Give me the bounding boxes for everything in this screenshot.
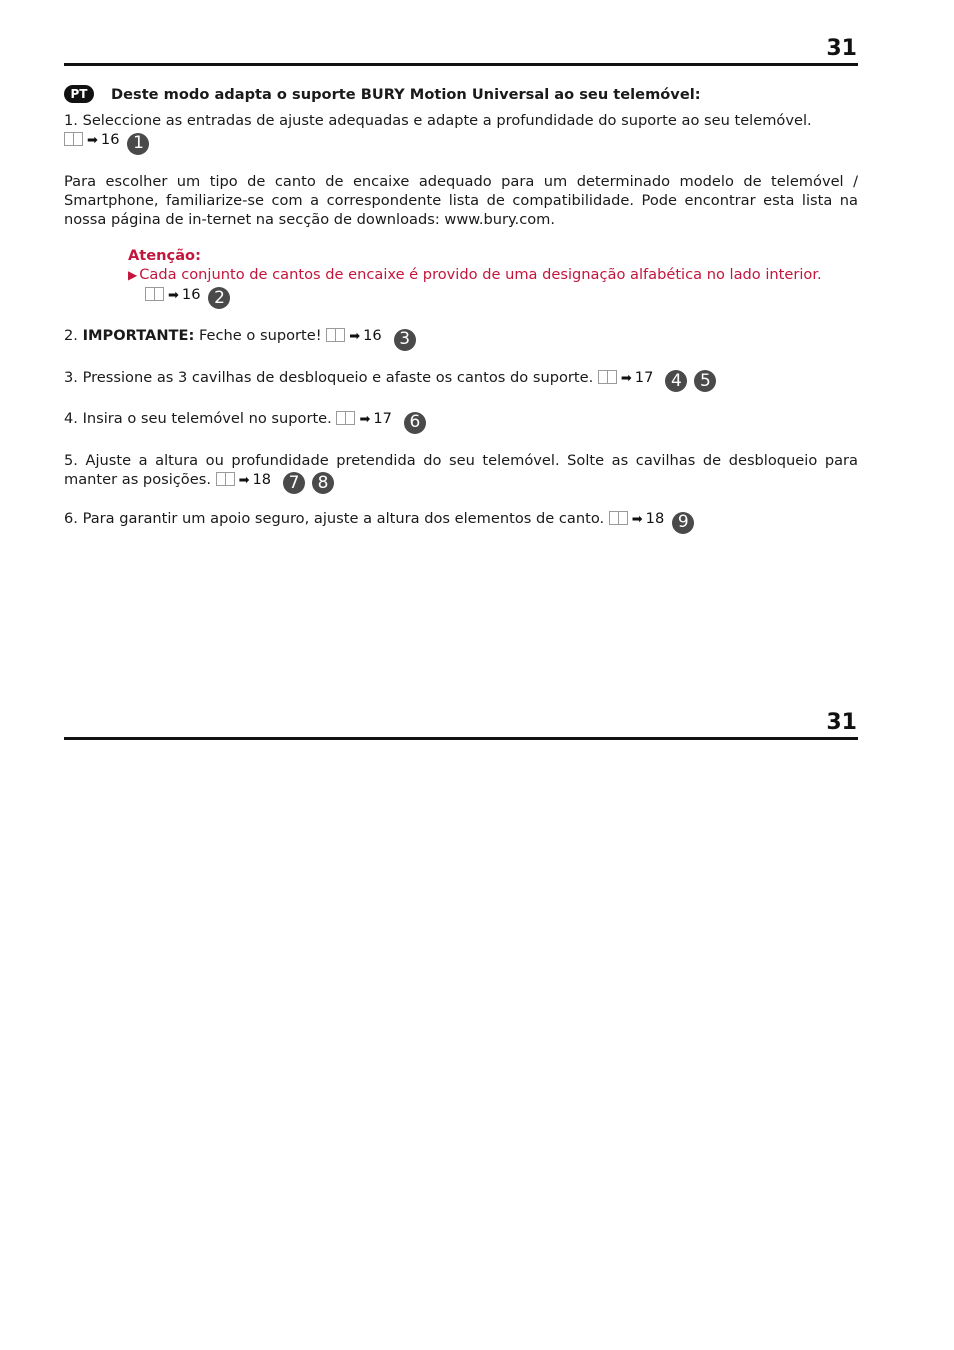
book-icon bbox=[598, 370, 617, 383]
attention-note bbox=[128, 246, 858, 310]
page-ref: 17 bbox=[634, 368, 654, 386]
book-icon bbox=[145, 287, 164, 300]
language-badge: PT bbox=[64, 85, 94, 103]
book-icon bbox=[216, 472, 235, 485]
book-icon bbox=[64, 132, 83, 145]
figure-number: 4 bbox=[665, 370, 687, 392]
top-rule bbox=[64, 63, 858, 66]
right-arrow-icon: ➡ bbox=[168, 287, 179, 303]
step-3-text: 3. Pressione as 3 cavilhas de desbloqueio e afaste os cantos do suporte. bbox=[64, 368, 594, 386]
figure-number: 7 bbox=[283, 472, 305, 494]
book-icon bbox=[609, 511, 628, 524]
step-6 bbox=[64, 509, 858, 534]
right-arrow-icon: ➡ bbox=[349, 329, 361, 344]
figure-number: 6 bbox=[404, 412, 426, 434]
section-heading bbox=[64, 83, 858, 105]
step-3 bbox=[64, 368, 858, 393]
page-ref: 18 bbox=[645, 510, 665, 527]
attention-title: Atenção: bbox=[128, 246, 201, 264]
right-arrow-icon: ➡ bbox=[620, 370, 632, 386]
step-5 bbox=[64, 451, 858, 495]
page-ref: 17 bbox=[373, 410, 392, 427]
right-arrow-icon: ➡ bbox=[238, 472, 250, 488]
step-2 bbox=[64, 326, 858, 351]
step-2-text: Feche o suporte! bbox=[198, 327, 322, 344]
figure-number: 8 bbox=[312, 472, 334, 494]
step-6-text: 6. Para garantir um apoio seguro, ajuste a altura dos elementos de canto. bbox=[64, 510, 605, 527]
page-ref: 16 bbox=[100, 131, 120, 148]
bottom-rule bbox=[64, 737, 858, 740]
step-4-text: 4. Insira o seu telemóvel no suporte. bbox=[64, 410, 332, 427]
instructions bbox=[64, 83, 858, 534]
book-icon bbox=[336, 411, 355, 424]
figure-number: 5 bbox=[694, 370, 716, 392]
page-ref: 16 bbox=[181, 285, 201, 303]
figure-number: 1 bbox=[127, 133, 149, 155]
right-arrow-icon: ➡ bbox=[87, 133, 98, 148]
right-arrow-icon: ➡ bbox=[359, 412, 371, 427]
section-title: Deste modo adapta o suporte BURY Motion Universal ao seu telemóvel: bbox=[111, 85, 701, 103]
figure-number: 3 bbox=[394, 329, 416, 351]
step-2-label: IMPORTANTE: bbox=[82, 327, 195, 344]
right-arrow-icon: ➡ bbox=[631, 512, 643, 527]
step-2-number: 2. bbox=[64, 327, 78, 344]
page-ref: 16 bbox=[363, 327, 382, 344]
step-5-text: 5. Ajuste a altura ou profundidade pretendida do seu telemóvel. Solte as cavilhas de desbloqueio para manter as posições. bbox=[64, 451, 858, 488]
info-paragraph: Para escolher um tipo de canto de encaixe adequado para um determinado modelo de telemóvel / Smartphone, familiarize-se com a correspondente lista de compatibilidade. Pode encontrar esta lista na nossa página de in-ternet na secção de downloads: www.bury.com. bbox=[64, 172, 858, 228]
step-1 bbox=[64, 111, 858, 155]
triangle-pointer-icon: ▶ bbox=[128, 267, 138, 282]
figure-number: 2 bbox=[208, 287, 230, 309]
attention-text-block bbox=[128, 265, 858, 310]
book-icon bbox=[326, 328, 345, 341]
page-ref: 18 bbox=[252, 470, 272, 488]
page-number-bottom: 31 bbox=[826, 710, 857, 735]
attention-text: Cada conjunto de cantos de encaixe é provido de uma designação alfabética no lado interior. bbox=[139, 265, 822, 283]
step-4 bbox=[64, 409, 858, 434]
step-1-text: 1. Seleccione as entradas de ajuste adequadas e adapte a profundidade do suporte ao seu telemóvel. bbox=[64, 112, 812, 129]
page-number-top: 31 bbox=[826, 36, 857, 61]
figure-number: 9 bbox=[672, 512, 694, 534]
